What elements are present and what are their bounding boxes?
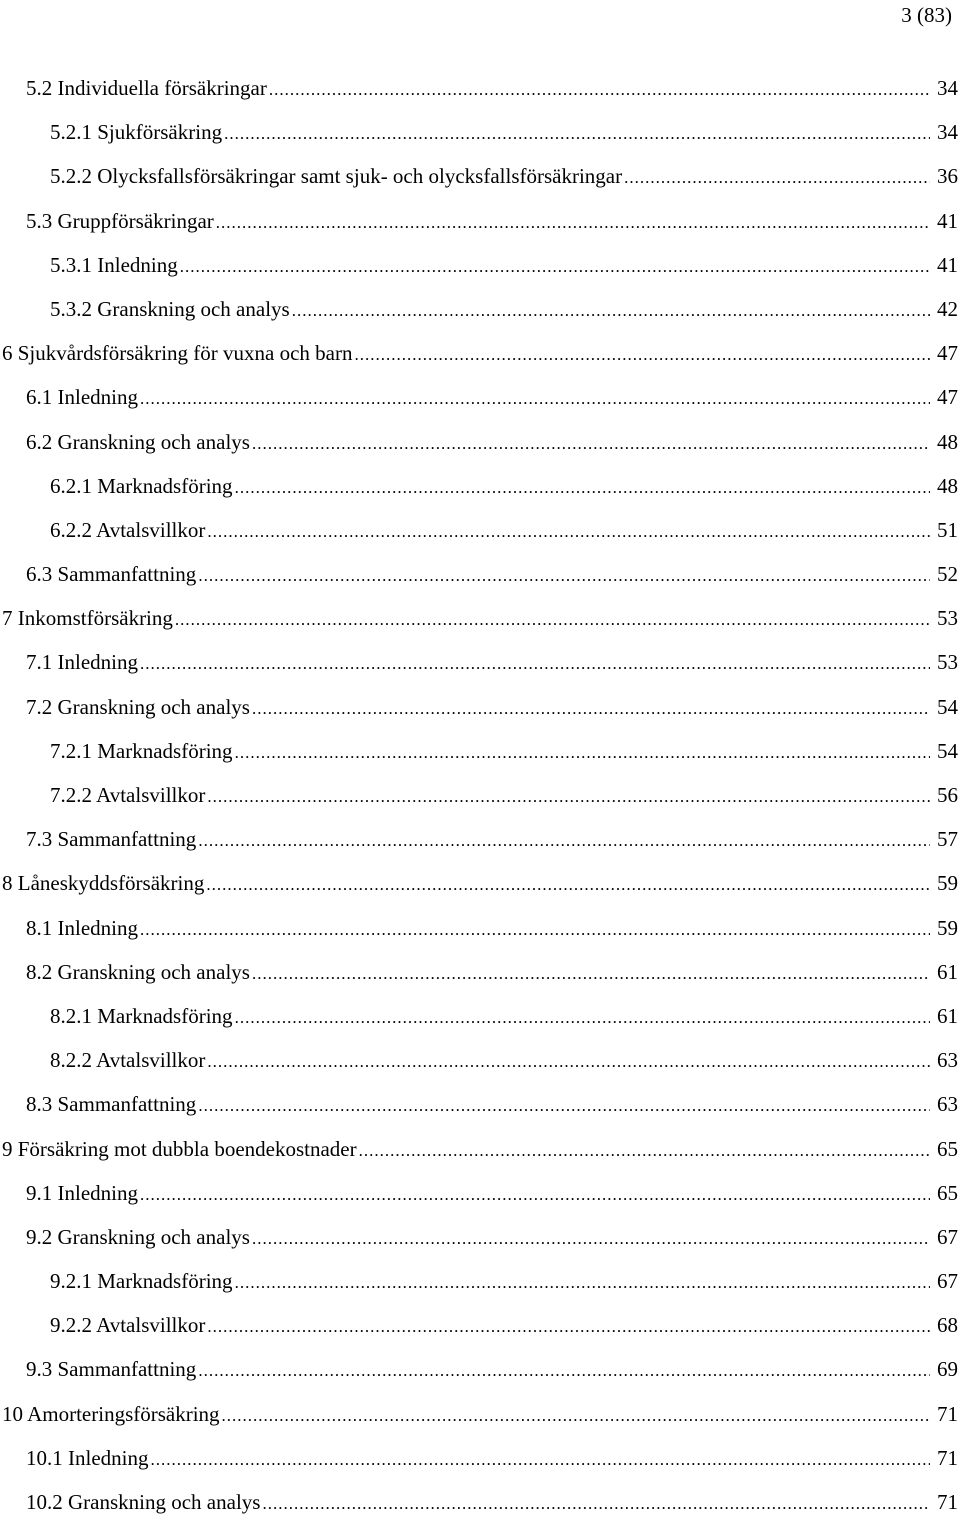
toc-entry-title: 8 Låneskyddsförsäkring [2, 871, 205, 896]
toc-entry[interactable] [0, 994, 960, 1038]
toc-entry[interactable] [0, 1038, 960, 1082]
toc-dot-leader [207, 1040, 930, 1084]
toc-entry-page: 63 [937, 1092, 958, 1117]
toc-entry-page: 53 [937, 650, 958, 675]
toc-entry-title: 9.2 Granskning och analys [26, 1224, 250, 1249]
toc-entry-page: 68 [937, 1313, 958, 1338]
toc-dot-leader [180, 245, 930, 289]
toc-entry-title: 7.2.1 Marknadsföring [50, 738, 233, 763]
toc-entry[interactable] [0, 1215, 960, 1259]
toc-entry[interactable] [0, 154, 960, 198]
toc-entry-title: 9.3 Sammanfattning [26, 1357, 197, 1382]
toc-entry[interactable] [0, 685, 960, 729]
toc-entry[interactable] [0, 375, 960, 419]
toc-entry-title: 8.2.2 Avtalsvillkor [50, 1048, 206, 1073]
toc-entry[interactable] [0, 420, 960, 464]
toc-dot-leader [198, 819, 930, 863]
toc-entry-title: 6.2 Granskning och analys [26, 429, 250, 454]
toc-entry[interactable] [0, 596, 960, 640]
toc-entry-title: 6.1 Inledning [26, 385, 138, 410]
toc-entry-page: 61 [937, 1003, 958, 1028]
toc-entry-title: 5.2.2 Olycksfallsförsäkringar samt sjuk- och olycksfallsförsäkringar [50, 164, 623, 189]
toc-entry-page: 61 [937, 959, 958, 984]
toc-entry-page: 54 [937, 694, 958, 719]
toc-entry-page: 47 [937, 385, 958, 410]
toc-dot-leader [198, 1349, 930, 1393]
toc-entry-title: 5.2.1 Sjukförsäkring [50, 120, 223, 145]
toc-entry-page: 65 [937, 1180, 958, 1205]
toc-entry[interactable] [0, 861, 960, 905]
toc-dot-leader [222, 1394, 930, 1438]
toc-dot-leader [224, 112, 930, 156]
toc-entry[interactable] [0, 1480, 960, 1524]
toc-entry[interactable] [0, 1392, 960, 1436]
toc-entry-title: 8.2.1 Marknadsföring [50, 1003, 233, 1028]
toc-dot-leader [198, 554, 930, 598]
toc-entry-title: 6.3 Sammanfattning [26, 562, 197, 587]
toc-dot-leader [206, 863, 930, 907]
toc-entry-page: 71 [937, 1401, 958, 1426]
toc-entry-page: 71 [937, 1445, 958, 1470]
toc-entry-title: 7 Inkomstförsäkring [2, 606, 173, 631]
toc-dot-leader [355, 333, 931, 377]
toc-entry-title: 10.1 Inledning [26, 1445, 149, 1470]
toc-entry-title: 6 Sjukvårdsförsäkring för vuxna och barn [2, 341, 353, 366]
toc-entry[interactable] [0, 66, 960, 110]
toc-entry[interactable] [0, 773, 960, 817]
toc-dot-leader [207, 1305, 930, 1349]
toc-entry-title: 7.1 Inledning [26, 650, 138, 675]
toc-entry-title: 7.2 Granskning och analys [26, 694, 250, 719]
toc-dot-leader [235, 1261, 930, 1305]
toc-entry-page: 54 [937, 738, 958, 763]
toc-dot-leader [207, 510, 930, 554]
toc-entry-page: 41 [937, 208, 958, 233]
toc-entry[interactable] [0, 1171, 960, 1215]
toc-dot-leader [359, 1129, 930, 1173]
toc-entry-page: 41 [937, 252, 958, 277]
toc-entry-title: 7.3 Sammanfattning [26, 827, 197, 852]
toc-dot-leader [252, 952, 930, 996]
toc-dot-leader [207, 775, 930, 819]
toc-entry-page: 48 [937, 473, 958, 498]
toc-entry[interactable] [0, 1436, 960, 1480]
toc-dot-leader [262, 1482, 930, 1526]
toc-entry[interactable] [0, 1127, 960, 1171]
toc-dot-leader [235, 731, 930, 775]
toc-entry-title: 5.3.2 Granskning och analys [50, 296, 290, 321]
toc-entry-page: 42 [937, 296, 958, 321]
toc-dot-leader [175, 598, 930, 642]
toc-entry-page: 63 [937, 1048, 958, 1073]
toc-dot-leader [252, 687, 930, 731]
toc-entry-page: 56 [937, 783, 958, 807]
toc-entry[interactable] [0, 110, 960, 154]
toc-entry-title: 6.2.2 Avtalsvillkor [50, 517, 206, 542]
toc-entry[interactable] [0, 1082, 960, 1126]
toc-entry-page: 36 [937, 164, 958, 189]
toc-entry[interactable] [0, 287, 960, 331]
toc-entry-page: 52 [937, 562, 958, 587]
toc-entry-page: 53 [937, 606, 958, 631]
toc-entry-title: 8.3 Sammanfattning [26, 1092, 197, 1117]
toc-dot-leader [140, 377, 930, 421]
toc-dot-leader [269, 68, 930, 112]
toc-dot-leader [140, 1173, 930, 1217]
toc-entry-title: 9.1 Inledning [26, 1180, 138, 1205]
toc-entry-title: 10 Amorteringsförsäkring [2, 1401, 220, 1426]
toc-entry[interactable] [0, 331, 960, 375]
toc-entry[interactable] [0, 243, 960, 287]
toc-dot-leader [292, 289, 930, 333]
toc-dot-leader [252, 422, 930, 466]
toc-entry-page: 71 [937, 1490, 958, 1514]
toc-entry-title: 6.2.1 Marknadsföring [50, 473, 233, 498]
toc-entry[interactable] [0, 1303, 960, 1347]
toc-entry-title: 7.2.2 Avtalsvillkor [50, 783, 206, 807]
toc-entry[interactable] [0, 640, 960, 684]
toc-entry-page: 34 [937, 120, 958, 145]
toc-dot-leader [140, 908, 930, 952]
toc-entry[interactable] [0, 199, 960, 243]
toc-entry-page: 67 [937, 1224, 958, 1249]
toc-entry[interactable] [0, 552, 960, 596]
toc-entry-page: 59 [937, 871, 958, 896]
toc-entry[interactable] [0, 464, 960, 508]
toc-entry-page: 34 [937, 76, 958, 100]
page-number: 3 (83) [901, 3, 952, 27]
toc-entry-page: 67 [937, 1269, 958, 1294]
toc-dot-leader [235, 466, 930, 510]
toc-entry-title: 5.3.1 Inledning [50, 252, 178, 277]
toc-entry-title: 8.1 Inledning [26, 915, 138, 940]
toc-dot-leader [252, 1217, 930, 1261]
toc-entry-title: 10.2 Granskning och analys [26, 1490, 261, 1514]
toc-entry-page: 48 [937, 429, 958, 454]
toc-dot-leader [216, 201, 930, 245]
toc-entry-page: 47 [937, 341, 958, 366]
toc-entry-title: 9 Försäkring mot dubbla boendekostnader [2, 1136, 357, 1161]
toc-entry[interactable] [0, 950, 960, 994]
toc-entry-page: 57 [937, 827, 958, 852]
table-of-contents [0, 66, 960, 1524]
toc-entry[interactable] [0, 817, 960, 861]
toc-dot-leader [198, 1084, 930, 1128]
toc-entry-title: 5.3 Gruppförsäkringar [26, 208, 214, 233]
toc-dot-leader [235, 996, 930, 1040]
toc-dot-leader [140, 642, 930, 686]
toc-entry[interactable] [0, 508, 960, 552]
toc-entry-title: 9.2.2 Avtalsvillkor [50, 1313, 206, 1338]
toc-entry-page: 69 [937, 1357, 958, 1382]
toc-entry-page: 51 [937, 517, 958, 542]
toc-entry-title: 8.2 Granskning och analys [26, 959, 250, 984]
toc-entry-page: 59 [937, 915, 958, 940]
toc-entry-title: 9.2.1 Marknadsföring [50, 1269, 233, 1294]
toc-entry[interactable] [0, 1347, 960, 1391]
toc-dot-leader [624, 156, 930, 200]
toc-entry-page: 65 [937, 1136, 958, 1161]
toc-entry[interactable] [0, 906, 960, 950]
toc-entry-title: 5.2 Individuella försäkringar [26, 76, 267, 100]
toc-dot-leader [150, 1438, 930, 1482]
toc-entry[interactable] [0, 1259, 960, 1303]
toc-entry[interactable] [0, 729, 960, 773]
